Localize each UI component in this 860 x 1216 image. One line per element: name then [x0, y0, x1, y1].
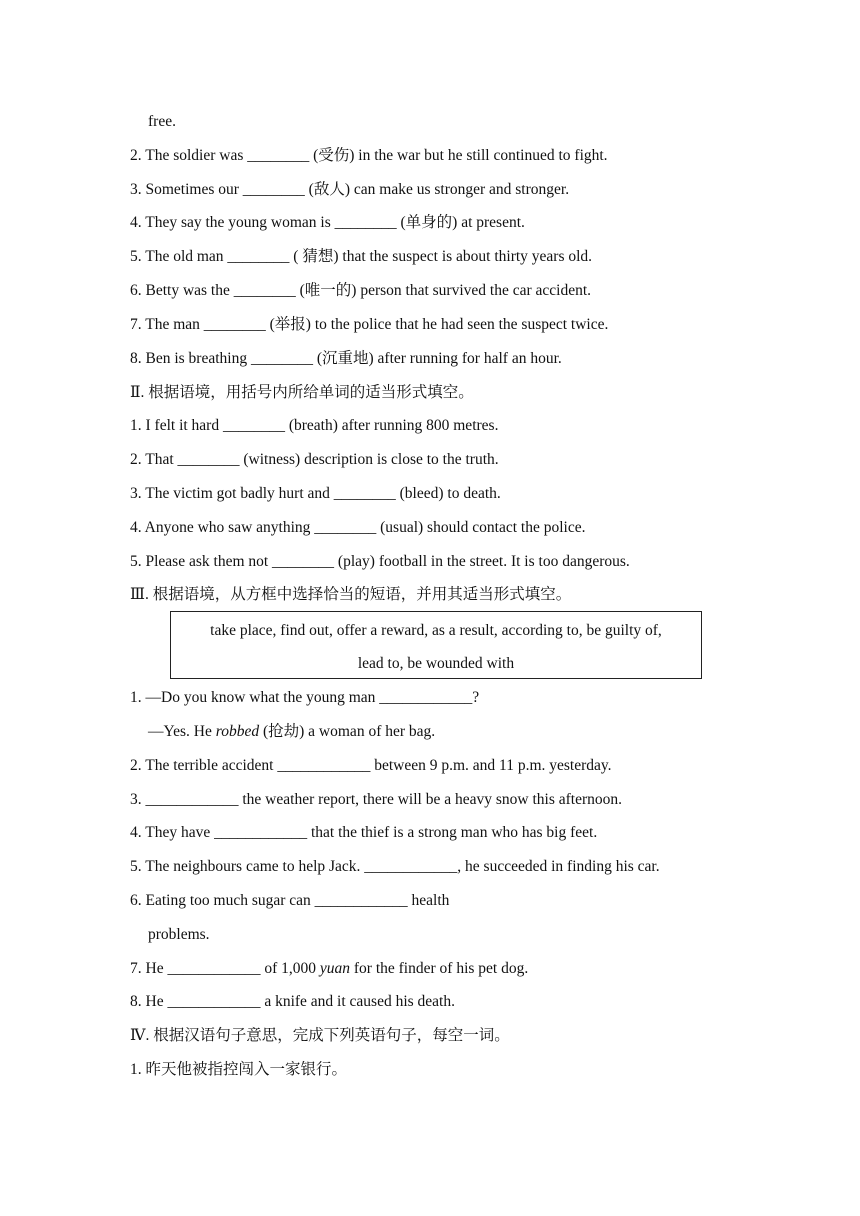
- part2-item-3: 3. The victim got badly hurt and ________ (bleed) to death.: [130, 485, 501, 502]
- phrase-box-line-1: take place, find out, offer a reward, as a result, according to, be guilty of,: [210, 622, 662, 639]
- q1-answer-italic: robbed: [215, 723, 260, 740]
- q7-italic: yuan: [319, 960, 351, 977]
- q7-text: 7. He ____________ of 1,000: [130, 960, 320, 977]
- part4-heading: Ⅳ. 根据汉语句子意思，完成下列英语句子，每空一词。: [130, 1027, 510, 1044]
- part1-item-2: 2. The soldier was ________ (受伤) in the war but he still continued to fight.: [130, 147, 608, 164]
- part3-q7: [130, 959, 528, 979]
- part3-q1-answer: [148, 722, 435, 742]
- part4-q1: 1. 昨天他被指控闯入一家银行。: [130, 1061, 348, 1078]
- part3-q4: 4. They have ____________ that the thief is a strong man who has big feet.: [130, 824, 598, 841]
- q1-answer-text: —Yes. He: [148, 723, 216, 740]
- part1-item-6: 6. Betty was the ________ (唯一的) person that survived the car accident.: [130, 282, 592, 299]
- part3-q8: 8. He ____________ a knife and it caused his death.: [130, 993, 455, 1010]
- part3-q2: 2. The terrible accident ____________ between 9 p.m. and 11 p.m. yesterday.: [130, 757, 612, 774]
- part3-q1-question: 1. —Do you know what the young man ____________?: [130, 689, 480, 706]
- part3-heading: Ⅲ. 根据语境，从方框中选择恰当的短语，并用其适当形式填空。: [130, 586, 572, 603]
- part1-item-3: 3. Sometimes our ________ (敌人) can make us stronger and stronger.: [130, 181, 570, 198]
- phrase-box: [170, 611, 702, 679]
- part2-item-5: 5. Please ask them not ________ (play) football in the street. It is too dangerous.: [130, 553, 630, 570]
- part1-item-4: 4. They say the young woman is ________ (单身的) at present.: [130, 214, 525, 231]
- q7-text-end: for the finder of his pet dog.: [350, 960, 529, 977]
- part1-item-8: 8. Ben is breathing ________ (沉重地) after running for half an hour.: [130, 350, 562, 367]
- part2-item-1: 1. I felt it hard ________ (breath) after running 800 metres.: [130, 417, 499, 434]
- part3-q6: 6. Eating too much sugar can ____________ health: [130, 892, 450, 909]
- part1-continuation: free.: [148, 113, 176, 130]
- part2-item-2: 2. That ________ (witness) description is close to the truth.: [130, 451, 499, 468]
- part3-q3: 3. ____________ the weather report, there will be a heavy snow this afternoon.: [130, 791, 622, 808]
- part1-item-5: 5. The old man ________ ( 猜想) that the suspect is about thirty years old.: [130, 248, 593, 265]
- part3-q6-continuation: problems.: [148, 926, 210, 943]
- phrase-box-line-2: lead to, be wounded with: [357, 655, 515, 672]
- q1-answer-text-end: (抢劫) a woman of her bag.: [259, 723, 436, 740]
- part1-item-7: 7. The man ________ (举报) to the police that he had seen the suspect twice.: [130, 316, 609, 333]
- part2-heading: Ⅱ. 根据语境，用括号内所给单词的适当形式填空。: [130, 384, 474, 401]
- part3-q5: 5. The neighbours came to help Jack. ____________, he succeeded in finding his car.: [130, 858, 660, 875]
- part2-item-4: 4. Anyone who saw anything ________ (usual) should contact the police.: [130, 519, 586, 536]
